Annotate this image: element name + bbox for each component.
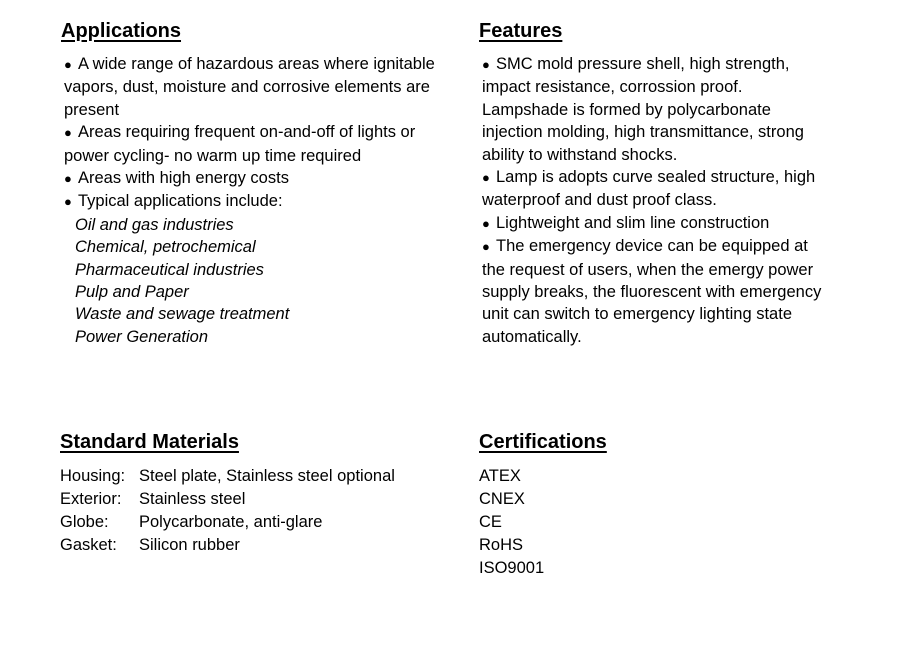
material-row [60, 534, 460, 557]
certification-item: CNEX [479, 490, 525, 508]
certifications-section [479, 430, 779, 580]
list-item: ● Areas requiring frequent on-and-off of lights or power cycling- no warm up time required [64, 123, 416, 165]
bullet-icon: ● [64, 57, 72, 72]
bullet-icon: ● [64, 125, 72, 141]
material-label: Exterior: [60, 490, 122, 508]
features-list [479, 53, 829, 348]
bullet-icon: ● [64, 194, 72, 210]
material-row [60, 488, 460, 511]
industry-item: Pulp and Paper [75, 283, 189, 302]
certification-item: ISO9001 [479, 559, 545, 577]
material-label: Gasket: [60, 536, 117, 554]
list-item: ● Areas with high energy costs [64, 167, 441, 190]
materials-list [60, 465, 460, 557]
bullet-icon: ● [482, 170, 490, 186]
industry-item: Oil and gas industries [75, 215, 234, 234]
material-row [60, 511, 460, 534]
material-value: Stainless steel [139, 490, 246, 508]
materials-section [60, 430, 460, 557]
list-item: ● Typical applications include: [64, 190, 441, 213]
features-heading: Features [479, 20, 563, 42]
material-value: Steel plate, Stainless steel optional [139, 467, 395, 485]
certifications-heading: Certifications [479, 431, 607, 453]
list-item: ● The emergency device can be equipped at the request of users, when the emergy power supply breaks, the fluorescent with emergency unit can switch to emergency lighting state automatically. [482, 237, 822, 346]
bullet-icon: ● [482, 239, 490, 255]
list-item: ● Lamp is adopts curve sealed structure, high waterproof and dust proof class. [482, 168, 816, 210]
certification-item: CE [479, 513, 502, 531]
material-row [60, 465, 460, 488]
certification-item: RoHS [479, 536, 524, 554]
material-value: Polycarbonate, anti-glare [139, 513, 323, 531]
list-item: ● A wide range of hazardous areas where ignitable vapors, dust, moisture and corrosive elements are present [64, 55, 435, 119]
industry-item: Chemical, petrochemical [75, 238, 256, 257]
bullet-icon: ● [64, 171, 72, 187]
material-value: Silicon rubber [139, 536, 240, 554]
materials-heading: Standard Materials [60, 431, 239, 453]
bullet-icon: ● [482, 215, 490, 231]
features-section [479, 19, 829, 348]
material-label: Globe: [60, 513, 109, 531]
list-item: ● Lightweight and slim line construction [482, 212, 829, 235]
certifications-list [479, 465, 779, 580]
applications-heading: Applications [61, 20, 182, 42]
list-item: ● SMC mold pressure shell, high strength, impact resistance, corrossion proof. Lampshade is formed by polycarbonate injection molding, high transmittance, strong ability to withstand shocks. [482, 55, 804, 164]
applications-list [61, 53, 441, 348]
bullet-icon: ● [482, 57, 490, 72]
industry-item: Pharmaceutical industries [75, 260, 264, 279]
applications-section [61, 19, 441, 348]
industry-item: Power Generation [75, 327, 208, 346]
certification-item: ATEX [479, 467, 521, 485]
material-label: Housing: [60, 467, 126, 485]
industry-item: Waste and sewage treatment [75, 305, 290, 324]
